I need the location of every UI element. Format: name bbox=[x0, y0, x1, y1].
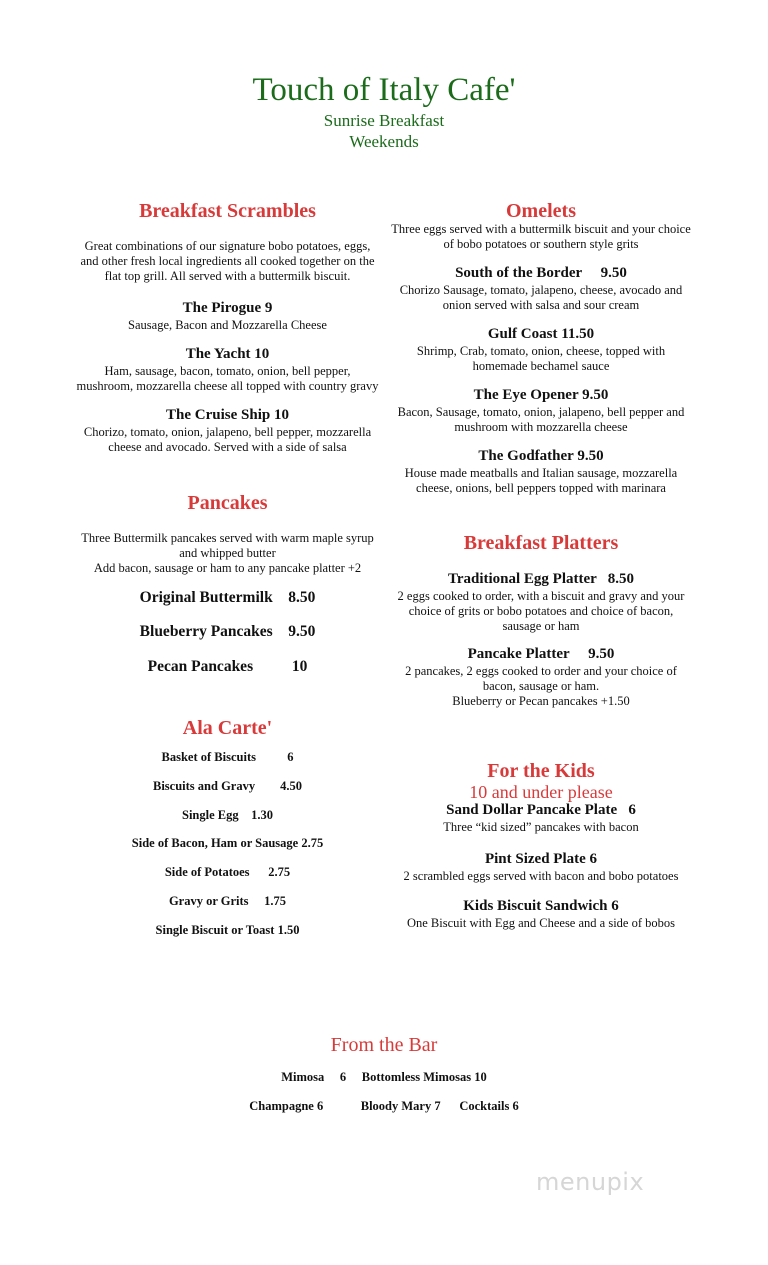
menu-item-name: The Pirogue 9 bbox=[182, 300, 273, 316]
menu-item-name: The Godfather 9.50 bbox=[478, 448, 604, 464]
menu-schedule: Weekends bbox=[349, 132, 419, 151]
scrambles-intro: Great combinations of our signature bobo potatoes, eggs, and other fresh local ingredients all cooked together on the flat top grill. All served with a buttermilk biscuit. bbox=[80, 239, 375, 283]
menu-item-name: Pancake Platter 9.50 bbox=[467, 646, 615, 662]
menu-item-name: Single Biscuit or Toast 1.50 bbox=[155, 923, 300, 937]
section-heading-alacarte: Ala Carte' bbox=[182, 717, 273, 739]
section-heading-kids: For the Kids bbox=[487, 760, 595, 782]
restaurant-title: Touch of Italy Cafe' bbox=[252, 72, 516, 108]
menu-item-name: Gravy or Grits 1.75 bbox=[168, 894, 287, 908]
omelets-intro: Three eggs served with a buttermilk biscuit and your choice of bobo potatoes or southern style grits bbox=[391, 222, 691, 251]
menu-item-name: Basket of Biscuits 6 bbox=[161, 750, 294, 764]
menu-item-name: Blueberry Pancakes 9.50 bbox=[139, 623, 316, 640]
section-heading-platters: Breakfast Platters bbox=[463, 532, 619, 554]
menu-item-name: Traditional Egg Platter 8.50 bbox=[447, 571, 635, 587]
menu-item-name: Single Egg 1.30 bbox=[182, 808, 273, 822]
menu-item-name: Biscuits and Gravy 4.50 bbox=[153, 779, 302, 793]
menu-item-desc: Sausage, Bacon and Mozzarella Cheese bbox=[128, 318, 327, 332]
menu-item-name: South of the Border 9.50 bbox=[455, 265, 627, 281]
menu-item-desc: 2 eggs cooked to order, with a biscuit and gravy and your choice of grits or bobo potatoes and choice of bacon, sausage or ham bbox=[397, 589, 685, 633]
kids-age-note: 10 and under please bbox=[469, 782, 613, 802]
section-heading-omelets: Omelets bbox=[506, 200, 576, 222]
menu-item-name: The Yacht 10 bbox=[185, 346, 270, 362]
section-heading-scrambles: Breakfast Scrambles bbox=[139, 200, 316, 222]
menu-item-name: Pecan Pancakes 10 bbox=[147, 658, 308, 675]
menu-item-desc: Chorizo, tomato, onion, jalapeno, bell pepper, mozzarella cheese and avocado. Served with a side of salsa bbox=[83, 425, 372, 454]
menu-item-desc: House made meatballs and Italian sausage, mozzarella cheese, onions, bell peppers topped with marinara bbox=[404, 466, 678, 495]
menu-item-desc: 2 scrambled eggs served with bacon and bobo potatoes bbox=[403, 869, 679, 883]
menu-item-name: Side of Bacon, Ham or Sausage 2.75 bbox=[131, 836, 324, 850]
menu-item-name: Original Buttermilk 8.50 bbox=[139, 589, 316, 606]
menu-item-name: Side of Potatoes 2.75 bbox=[164, 865, 291, 879]
menu-item-desc: Ham, sausage, bacon, tomato, onion, bell pepper, mushroom, mozzarella cheese all topped with country gravy bbox=[76, 364, 379, 393]
section-heading-bar: From the Bar bbox=[330, 1034, 438, 1056]
section-heading-pancakes: Pancakes bbox=[187, 492, 268, 514]
menu-item-desc: Three “kid sized” pancakes with bacon bbox=[443, 820, 639, 834]
menu-item-desc: One Biscuit with Egg and Cheese and a side of bobos bbox=[406, 916, 675, 930]
menu-item-name: Pint Sized Plate 6 bbox=[484, 851, 598, 867]
menu-item-name: The Cruise Ship 10 bbox=[166, 407, 289, 423]
bar-line-2: Champagne 6 Bloody Mary 7 Cocktails 6 bbox=[249, 1099, 519, 1113]
menupix-watermark: menupix bbox=[536, 1168, 645, 1196]
menu-item-name: Kids Biscuit Sandwich 6 bbox=[463, 898, 619, 914]
bar-line-1: Mimosa 6 Bottomless Mimosas 10 bbox=[281, 1070, 487, 1084]
menu-item-desc: 2 pancakes, 2 eggs cooked to order and your choice of bacon, sausage or ham. Blueberry or Pecan pancakes +1.50 bbox=[405, 664, 677, 708]
menu-item-desc: Chorizo Sausage, tomato, jalapeno, cheese, avocado and onion served with salsa and sour cream bbox=[399, 283, 683, 312]
menu-item-name: The Eye Opener 9.50 bbox=[473, 387, 609, 403]
menu-subtitle: Sunrise Breakfast bbox=[323, 111, 445, 130]
menu-item-name: Sand Dollar Pancake Plate 6 bbox=[446, 802, 636, 818]
menu-item-name: Gulf Coast 11.50 bbox=[487, 326, 595, 342]
menu-item-desc: Bacon, Sausage, tomato, onion, jalapeno, bell pepper and mushroom with mozzarella cheese bbox=[397, 405, 685, 434]
pancakes-intro: Three Buttermilk pancakes served with warm maple syrup and whipped butter Add bacon, sausage or ham to any pancake platter +2 bbox=[81, 531, 374, 575]
menu-item-desc: Shrimp, Crab, tomato, onion, cheese, topped with homemade bechamel sauce bbox=[416, 344, 666, 373]
